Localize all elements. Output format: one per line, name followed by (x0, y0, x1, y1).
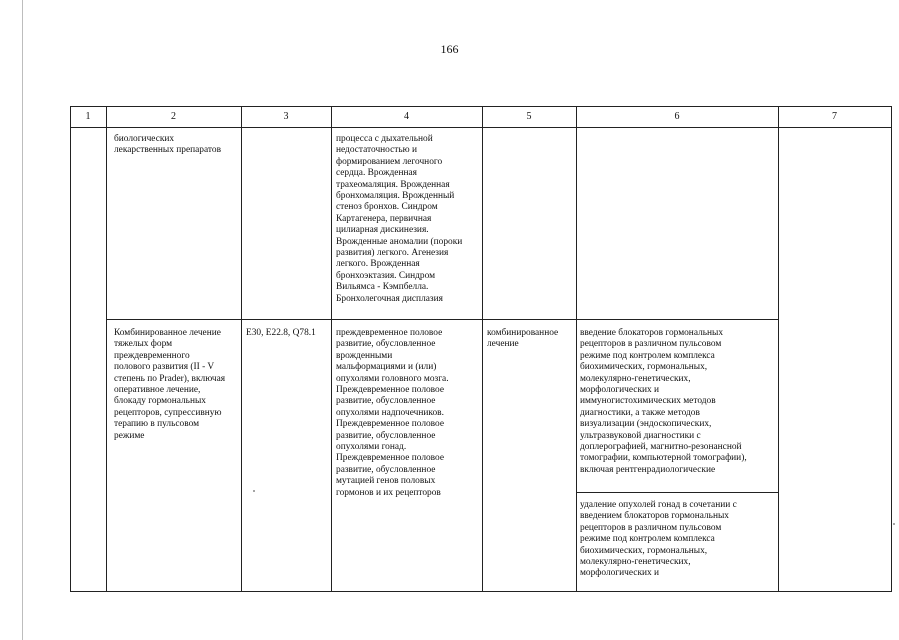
page-number: 166 (440, 42, 459, 56)
text-line: бронхомаляция. Врожденный (336, 191, 455, 202)
col-divider-3 (331, 106, 332, 592)
text-line: стеноз бронхов. Синдром (336, 202, 438, 213)
scan-speck (253, 490, 255, 492)
header-col-5: 5 (526, 111, 532, 122)
text-line: биохимических, гормональных, (580, 545, 708, 556)
text-line: Вильямса - Кэмпбелла. (336, 282, 429, 293)
col-divider-6 (778, 106, 779, 592)
text-line: морфологических и (580, 385, 660, 396)
text-line: визуализации (эндоскопических, (580, 419, 712, 430)
row2-method-cell-b (580, 500, 737, 580)
header-bottom-border (70, 127, 892, 128)
text-line: развитие, обусловленное (336, 430, 436, 441)
text-line: морфологических и (580, 568, 660, 579)
row1-treatment-method-cell (114, 134, 221, 157)
text-line: врожденными (336, 350, 393, 361)
text-line: Бронхолегочная дисплазия (336, 293, 443, 304)
table-bottom-border (70, 591, 892, 592)
text-line: развитие, обусловленное (336, 464, 436, 475)
text-line: молекулярно-генетических, (580, 557, 691, 568)
table-left-border (70, 106, 71, 592)
text-line: мальформациями и (или) (336, 362, 437, 373)
col-divider-5 (576, 106, 577, 592)
text-line: процесса с дыхательной (336, 134, 433, 144)
header-col-6: 6 (674, 111, 680, 122)
text-line: биологических (114, 134, 175, 144)
text-line: Преждевременное половое (336, 419, 445, 430)
text-line: режиме под контролем комплекса (580, 350, 715, 361)
text-line: полового развития (II - V (114, 362, 215, 373)
text-line: включая рентгенрадиологические (580, 464, 716, 475)
text-line: цилиарная дискинезия. (336, 225, 429, 236)
text-line: молекулярно-генетических, (580, 373, 691, 384)
text-line: рецепторов в различном пульсовом (580, 339, 722, 350)
text-line: развития) легкого. Агенезия (336, 248, 449, 259)
medical-care-table (70, 106, 892, 592)
col-divider-4 (482, 106, 483, 592)
text-line: опухолями головного мозга. (336, 373, 449, 384)
text-line: введение блокаторов гормональных (580, 328, 724, 338)
row2-treatment-method-cell (114, 328, 225, 442)
text-line: преждевременного (114, 350, 190, 361)
text-line: томографии, компьютерной томографии), (580, 453, 747, 464)
text-line: рецепторов, супрессивную (114, 407, 222, 418)
text-line: терапию в пульсовом (114, 419, 200, 430)
row1-diagnosis-model-cell (336, 134, 462, 305)
text-line: гормонов и их рецепторов (336, 487, 441, 498)
row2-method-cell-a (580, 328, 747, 476)
text-line: диагностики, а также методов (580, 407, 700, 418)
text-line: трахеомаляция. Врожденная (336, 179, 450, 190)
text-line: комбинированное (487, 328, 559, 338)
text-line: тяжелых форм (114, 339, 173, 350)
text-line: рецепторов в различном пульсовом (580, 522, 722, 533)
header-col-2: 2 (171, 111, 176, 122)
text-line: опухолями гонад. (336, 442, 407, 453)
text-line: доплерографией, магнитно-резонансной (580, 442, 742, 453)
text-line: опухолями надпочечников. (336, 407, 444, 418)
text-line: E30, E22.8, Q78.1 (246, 328, 316, 338)
text-line: блокаду гормональных (114, 396, 206, 407)
text-line: оперативное лечение, (114, 385, 201, 396)
header-col-3: 3 (283, 111, 289, 122)
text-line: лекарственных препаратов (114, 145, 221, 156)
col-divider-1 (106, 106, 107, 592)
text-line: ультразвуковой диагностики с (580, 430, 701, 441)
text-line: развитие, обусловленное (336, 339, 436, 350)
text-line: иммуногистохимических методов (580, 396, 716, 407)
text-line: удаление опухолей гонад в сочетании с (580, 500, 737, 510)
row2-icd-codes-cell (246, 328, 316, 339)
text-line: Комбинированное лечение (114, 328, 221, 338)
row2-diagnosis-model-cell (336, 328, 449, 499)
text-line: преждевременное половое (336, 328, 443, 338)
text-line: бронхоэктазия. Синдром (336, 270, 436, 281)
text-line: режиме под контролем комплекса (580, 534, 715, 545)
col6-subrow-divider (576, 492, 778, 493)
header-col-4: 4 (404, 111, 409, 122)
text-line: режиме (114, 430, 145, 441)
text-line: мутацией генов половых (336, 476, 436, 487)
header-col-7: 7 (832, 111, 837, 122)
text-line: Картагенера, первичная (336, 213, 432, 224)
header-col-1: 1 (85, 111, 91, 122)
text-line: легкого. Врожденная (336, 259, 420, 270)
text-line: Врожденные аномалии (пороки (336, 236, 463, 247)
row-divider (106, 319, 778, 320)
row2-treatment-type-cell (487, 328, 558, 351)
col-divider-2 (241, 106, 242, 592)
left-margin-rule (22, 0, 23, 640)
text-line: биохимических, гормональных, (580, 362, 708, 373)
text-line: лечение (487, 339, 519, 350)
text-line: степень по Prader), включая (114, 373, 226, 384)
text-line: введением блокаторов гормональных (580, 511, 729, 522)
scan-speck (893, 523, 895, 525)
text-line: развитие, обусловленное (336, 396, 436, 407)
text-line: недостаточностью и (336, 145, 418, 156)
text-line: формированием легочного (336, 156, 443, 167)
text-line: Преждевременное половое (336, 453, 445, 464)
text-line: Преждевременное половое (336, 385, 445, 396)
text-line: сердца. Врожденная (336, 168, 417, 179)
table-right-border (891, 106, 892, 592)
